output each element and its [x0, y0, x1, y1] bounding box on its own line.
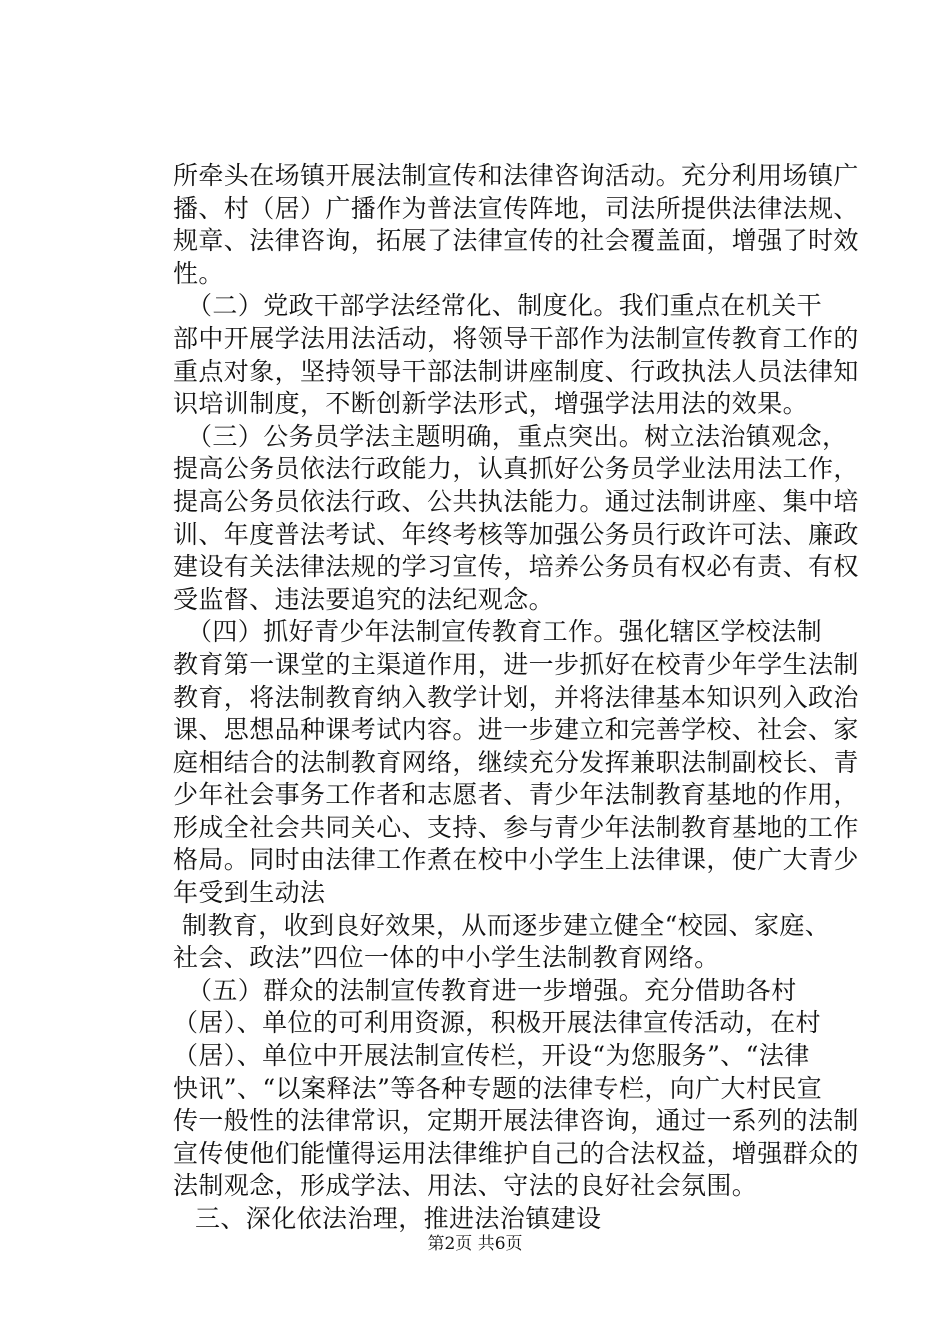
text-line: 社会、政法”四位一体的中小学生法制教育网络。 [173, 943, 720, 973]
section-heading: 三、深化依法治理，推进法治镇建设 [195, 1204, 602, 1233]
text-line: 法制观念，形成学法、用法、守法的良好社会氛围。 [173, 1171, 758, 1201]
text-line: 受监督、违法要追究的法纪观念。 [173, 584, 555, 614]
text-line: 所牵头在场镇开展法制宣传和法律咨询活动。充分利用场镇广 [173, 161, 859, 190]
text-line: 快讯”、“以案释法”等各种专题的法律专栏，向广大村民宣 [173, 1073, 823, 1103]
text-line: 部中开展学法用法活动，将领导干部作为法制宣传教育工作的 [173, 323, 859, 353]
text-line: 教育第一课堂的主渠道作用，进一步抓好在校青少年学生法制 [173, 649, 859, 679]
text-line: 规章、法律咨询，拓展了法律宣传的社会覆盖面，增强了时效 [173, 226, 859, 256]
text-line: 播、村（居）广播作为普法宣传阵地，司法所提供法律法规、 [173, 193, 859, 223]
paragraph-heading-4: （四）抓好青少年法制宣传教育工作。强化辖区学校法制 [187, 617, 823, 647]
text-line: 训、年度普法考试、年终考核等加强公务员行政许可法、廉政 [173, 519, 859, 549]
paragraph-heading-5: （五）群众的法制宣传教育进一步增强。充分借助各村 [187, 975, 797, 1005]
paragraph-heading-2: （二）党政干部学法经常化、制度化。我们重点在机关干 [187, 291, 823, 321]
text-line: 提高公务员依法行政能力，认真抓好公务员学业法用法工作， [173, 454, 859, 484]
text-line: 课、思想品种课考试内容。进一步建立和完善学校、社会、家 [173, 715, 859, 745]
page-number: 第2页 共6页 [427, 1234, 523, 1254]
text-line: 建设有关法律法规的学习宣传，培养公务员有权必有责、有权 [173, 552, 859, 582]
text-line: （居）、单位中开展法制宣传栏，开设“为您服务”、“法律 [173, 1041, 810, 1071]
text-line: 教育，将法制教育纳入教学计划，并将法律基本知识列入政治 [173, 682, 859, 712]
text-line: 年受到生动法 [173, 878, 326, 908]
document-body [173, 160, 859, 1236]
text-line: 传一般性的法律常识，定期开展法律咨询，通过一系列的法制 [173, 1106, 859, 1136]
text-line: 宣传使他们能懂得运用法律维护自己的合法权益，增强群众的 [173, 1138, 859, 1168]
text-line: 制教育，收到良好效果，从而逐步建立健全“校园、家庭、 [182, 910, 831, 940]
text-line: 形成全社会共同关心、支持、参与青少年法制教育基地的工作 [173, 812, 859, 842]
text-line: 庭相结合的法制教育网络，继续充分发挥兼职法制副校长、青 [173, 747, 859, 777]
text-line: （居）、单位的可利用资源，积极开展法律宣传活动，在村 [173, 1008, 821, 1038]
text-line: 重点对象，坚持领导干部法制讲座制度、行政执法人员法律知 [173, 356, 859, 386]
paragraph-heading-3: （三）公务员学法主题明确，重点突出。树立法治镇观念， [187, 421, 848, 451]
text-line: 提高公务员依法行政、公共执法能力。通过法制讲座、集中培 [173, 486, 859, 516]
text-line: 识培训制度，不断创新学法形式，增强学法用法的效果。 [173, 389, 809, 419]
text-line: 格局。同时由法律工作煮在校中小学生上法律课，使广大青少 [173, 845, 859, 875]
text-line: 性。 [173, 258, 224, 288]
text-line: 少年社会事务工作者和志愿者、青少年法制教育基地的作用， [173, 780, 859, 810]
